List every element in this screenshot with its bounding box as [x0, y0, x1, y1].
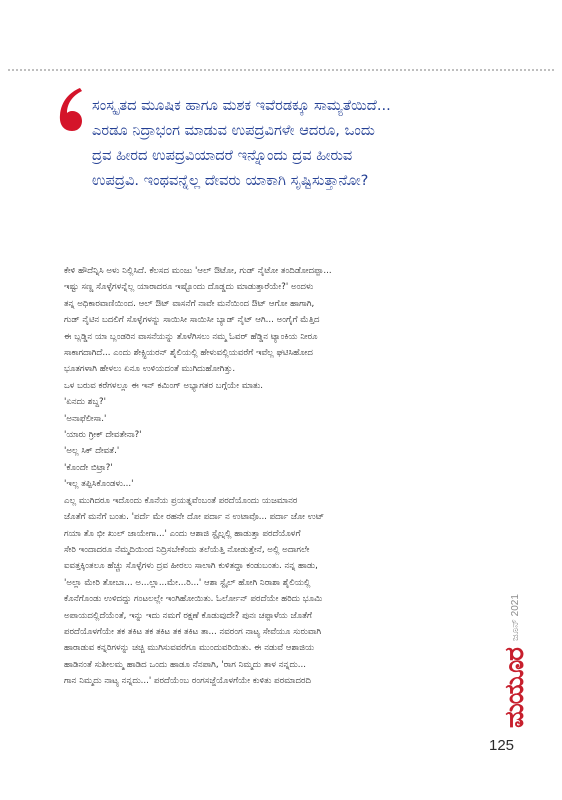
dialogue-line: 'ಯಾರು ಗ್ರೀಕ್ ದೇವತೇನಾ?'	[64, 430, 142, 441]
pull-quote-line: ಸಂಸ್ಕೃತದ ಮೂಷಿಕ ಹಾಗೂ ಮಶಕ ಇವೆರಡಕ್ಕೂ ಸಾಮ್ಯತೆಯಿದೆ...	[92, 97, 391, 114]
body-line: ಹಾರಾಡುವ ಕನ್ನರಿಗಳನ್ನು ಚಚ್ಚಿ ಮುಗಿಸುವವರೆಗೂ ಮುಂದುವರಿಯಿತು. ಈ ನಡುವೆ ಆಶಾಜಿಯ	[64, 643, 315, 654]
pull-quote-line: ಎರಡೂ ನಿದ್ರಾಭಂಗ ಮಾಡುವ ಉಪದ್ರವಿಗಳೇ ಆದರೂ, ಒಂದು	[92, 122, 375, 139]
page-number: 125	[489, 737, 515, 754]
body-line: ಅಪಾಯದಲ್ಲಿದೆಯೆಂತೆ, ಇನ್ನು ಇದು ನಮಗೆ ರಕ್ಷಣೆ ಕೊಡುವುದೇ? ಪುನಃ ಚಪ್ಪಾಳೆಯ ಜೊತೆಗೆ	[64, 610, 312, 621]
magazine-brand-text: ಮಯೂರ	[500, 648, 530, 728]
pull-quote-line: ಉಪದ್ರವಿ. ಇಂಥವನ್ನೆಲ್ಲ ದೇವರು ಯಾಕಾಗಿ ಸೃಷ್ಟಿಸುತ್ತಾನೋ?	[92, 172, 369, 189]
issue-date-text: ಜೂನ್ 2021	[510, 594, 521, 641]
body-line: ಕೊನೆಗೊಂಡು ಉಳಿದದ್ದು ಗಂಟಲಲ್ಲೇ ಇಂಗಿಹೋಯಿತು. ಓರ್ಲೋನ್ ಪರದೆಯೇ ಹರಿದು ಭೂಮಿ	[64, 594, 323, 605]
article-body	[64, 263, 476, 690]
dialogue-line: 'ಕೊಂದೇ ಬಿಟ್ರಾ?'	[64, 462, 113, 473]
body-line: ಭೂತಗಳಾಗಿ ಹೇಳಲು ಏನೂ ಉಳಿಯದಂತೆ ಮುಗಿದುಹೋಗಿತ್ತು.	[64, 364, 236, 375]
dialogue-line: 'ಏನದು ಶಬ್ದ?'	[64, 397, 106, 408]
body-line: ಸೇರಿ ಇಂದಾದರೂ ನೆಮ್ಮದಿಯಿಂದ ನಿದ್ರಿಸಬೇಕೆಂದು ತಲೆಯೆತ್ತಿ ನೋಡುತ್ತೇನೆ, ಅಲ್ಲಿ ಅದಾಗಲೇ	[64, 544, 310, 555]
magazine-brand	[496, 648, 540, 728]
body-line: ಜೊತೆಗೆ ಮನೆಗೆ ಬಂತು. 'ಪರ್ದೆ ಮೇ ರಹನೇ ದೋ ಪರ್ದಾ ನ ಉಟಾವೊ... ಪರ್ದಾ ಜೋ ಉಟ್	[64, 512, 325, 523]
body-line: 'ಅಲ್ಲಾ ಮೇರಿ ತೋಬಾ... ಅ...ಲ್ಲಾ...ಮೇ...ರಿ...' ಆಶಾ ಸ್ಟೈಲ್ ಹೋಗಿ ನಿರಾಶಾ ಶೈಲಿಯಲ್ಲಿ	[64, 577, 311, 588]
body-line: ಈ ಬ್ಲಡ್ಡಿನ ಯಾ ಬ್ಲಂಡರಿನ ವಾಸನೆಯನ್ನು ತೊಳೆಗಿಸಲು ನಮ್ಮ ಓವರ್ ಹೆಡ್ಡಿನ ಟ್ಯಾಂಕಿಯ ನೀರೂ	[64, 331, 318, 342]
body-line: ಐವತ್ತಕ್ಕಿಂತಲೂ ಹೆಚ್ಚು ಸೊಳ್ಳೆಗಳು ದ್ರವ ಹೀರಲು ಸಾಲಾಗಿ ಕುಳಿತದ್ದಾ ಕಂಡುಬಂತು. ನನ್ನ ಹಾಡು,	[64, 561, 318, 572]
quote-mark-icon	[58, 88, 84, 132]
body-line: ಗಾನ ನಿಮ್ಮದು ನಾಟ್ಯ ನನ್ನದು...' ಪರದೆಯೆಂಬ ರಂಗಸಜ್ಜೆಯೊಳಗೆಯೇ ಕುಳಿತು ಪರಮಾದರದಿ	[64, 676, 312, 687]
body-line: ಪರದೆಯೊಳಗೆಯೇ ತಕ ತಕಿಟ ತಕ ತಕಿಟ ತಕ ತಕಿಟ ತಾ... ನವರಂಗ ನಾಟ್ಯ ಸೇವೆಯೂ ಸುರುವಾಗಿ	[64, 626, 322, 637]
body-line: ಗುಡ್ ನೈಟಿನ ಬದಲಿಗೆ ಸೊಳ್ಳೆಗಳನ್ನು ಸಾಯಿಸೀ ಸಾಯಿಸೀ ಬ್ಯಾಡ್ ನೈಟ್ ಆಗಿ... ಅಂಗೈಗೆ ಮೆತ್ತಿದ	[64, 315, 320, 326]
dialogue-line: 'ಅಲ್ಲ ಸಿಕ್ ದೇವತೆ.'	[64, 446, 120, 457]
body-line: ಹಾಡಿನಂತೆ ಸುಶೀಲಮ್ಮ ಹಾಡಿದ ಒಂದು ಹಾಡೂ ನೆನಪಾಗಿ, 'ರಾಗ ನಿಮ್ಮದು ತಾಳ ನನ್ನದು...	[64, 659, 306, 670]
pull-quote	[92, 93, 470, 193]
body-line: ಇಷ್ಟು ಸಣ್ಣ ಸೊಳ್ಳೆಗಳನ್ನೆಲ್ಲ ಯಾರಾದರೂ ಇಷ್ಟೊಂದು ದೊಡ್ಡದು ಮಾಡುತ್ತಾರೆಯೇ?' ಅಂದಳು	[64, 282, 314, 293]
body-line: ಎಲ್ಲ ಮುಗಿದರೂ ಇದೊಂದು ಕೊನೆಯ ಪ್ರಯತ್ನವೆಂಬಂತೆ ಪರದೆಯೊಂದು ಯಜಮಾನರ	[64, 495, 298, 506]
dialogue-line: 'ಇಲ್ಲ ತಪ್ಪಿಸಿಕೊಂಡಳು...'	[64, 479, 134, 490]
body-line: ತನ್ನ ಅಧಿಕಾರವಾಣಿಯಿಂದ. ಆಲ್ ಔಟ್ ವಾಸನೆಗೆ ನಾವೇ ಮನೆಯಿಂದ ಔಟ್ ಆಗೋ ಹಾಗಾಗಿ,	[64, 298, 315, 309]
dialogue-line: 'ಅನಾಫೆಲೀಸಾ.'	[64, 413, 107, 424]
body-line: ಕೇಳಿ ಹೌದೆನ್ನಿಸಿ ಅಳು ನಿಲ್ಲಿಸಿದೆ. ಕೆಲಸದ ಮಂಜು 'ಆಲ್ ಔಟೋ, ಗುಡ್ ನೈಟೋ ತಂದಿಡೋದಪ್ಪಾ...	[64, 266, 332, 276]
pull-quote-line: ದ್ರವ ಹೀರದ ಉಪದ್ರವಿಯಾದರೆ ಇನ್ನೊಂದು ದ್ರವ ಹೀರುವ	[92, 147, 353, 164]
issue-date	[510, 575, 530, 645]
body-line: ಸಾಕಾಗದಾಗಿದೆ... ಎಂದು ಶೇಕ್ಸ್ಪಿಯರನ್ ಶೈಲಿಯಲ್ಲಿ ಹೇಳುವಲ್ಲಿಯವರೆಗೆ ಇವೆಲ್ಲ ಘಟಿಸಿಹೋದ	[64, 348, 313, 359]
body-line: ಗಯಾ ತೊ ಭೀ ಖುಲ್ ಜಾಯೇಗಾ...' ಎಂದು ಆಶಾಜಿ ಸ್ಟೈಲ್ನಲ್ಲಿ ಹಾಡುತ್ತಾ ಪರದೆಯೊಳಗೆ	[64, 528, 301, 539]
body-line: ಒಳ ಬರುವ ಕರೆಗಳಲ್ಲೂ ಈ ಇನ್ ಕಮಿಂಗ್ ಅಭ್ಯಾಗತರ ಬಗ್ಗೆಯೇ ಮಾತು.	[64, 380, 264, 391]
top-dotted-rule	[8, 69, 554, 71]
